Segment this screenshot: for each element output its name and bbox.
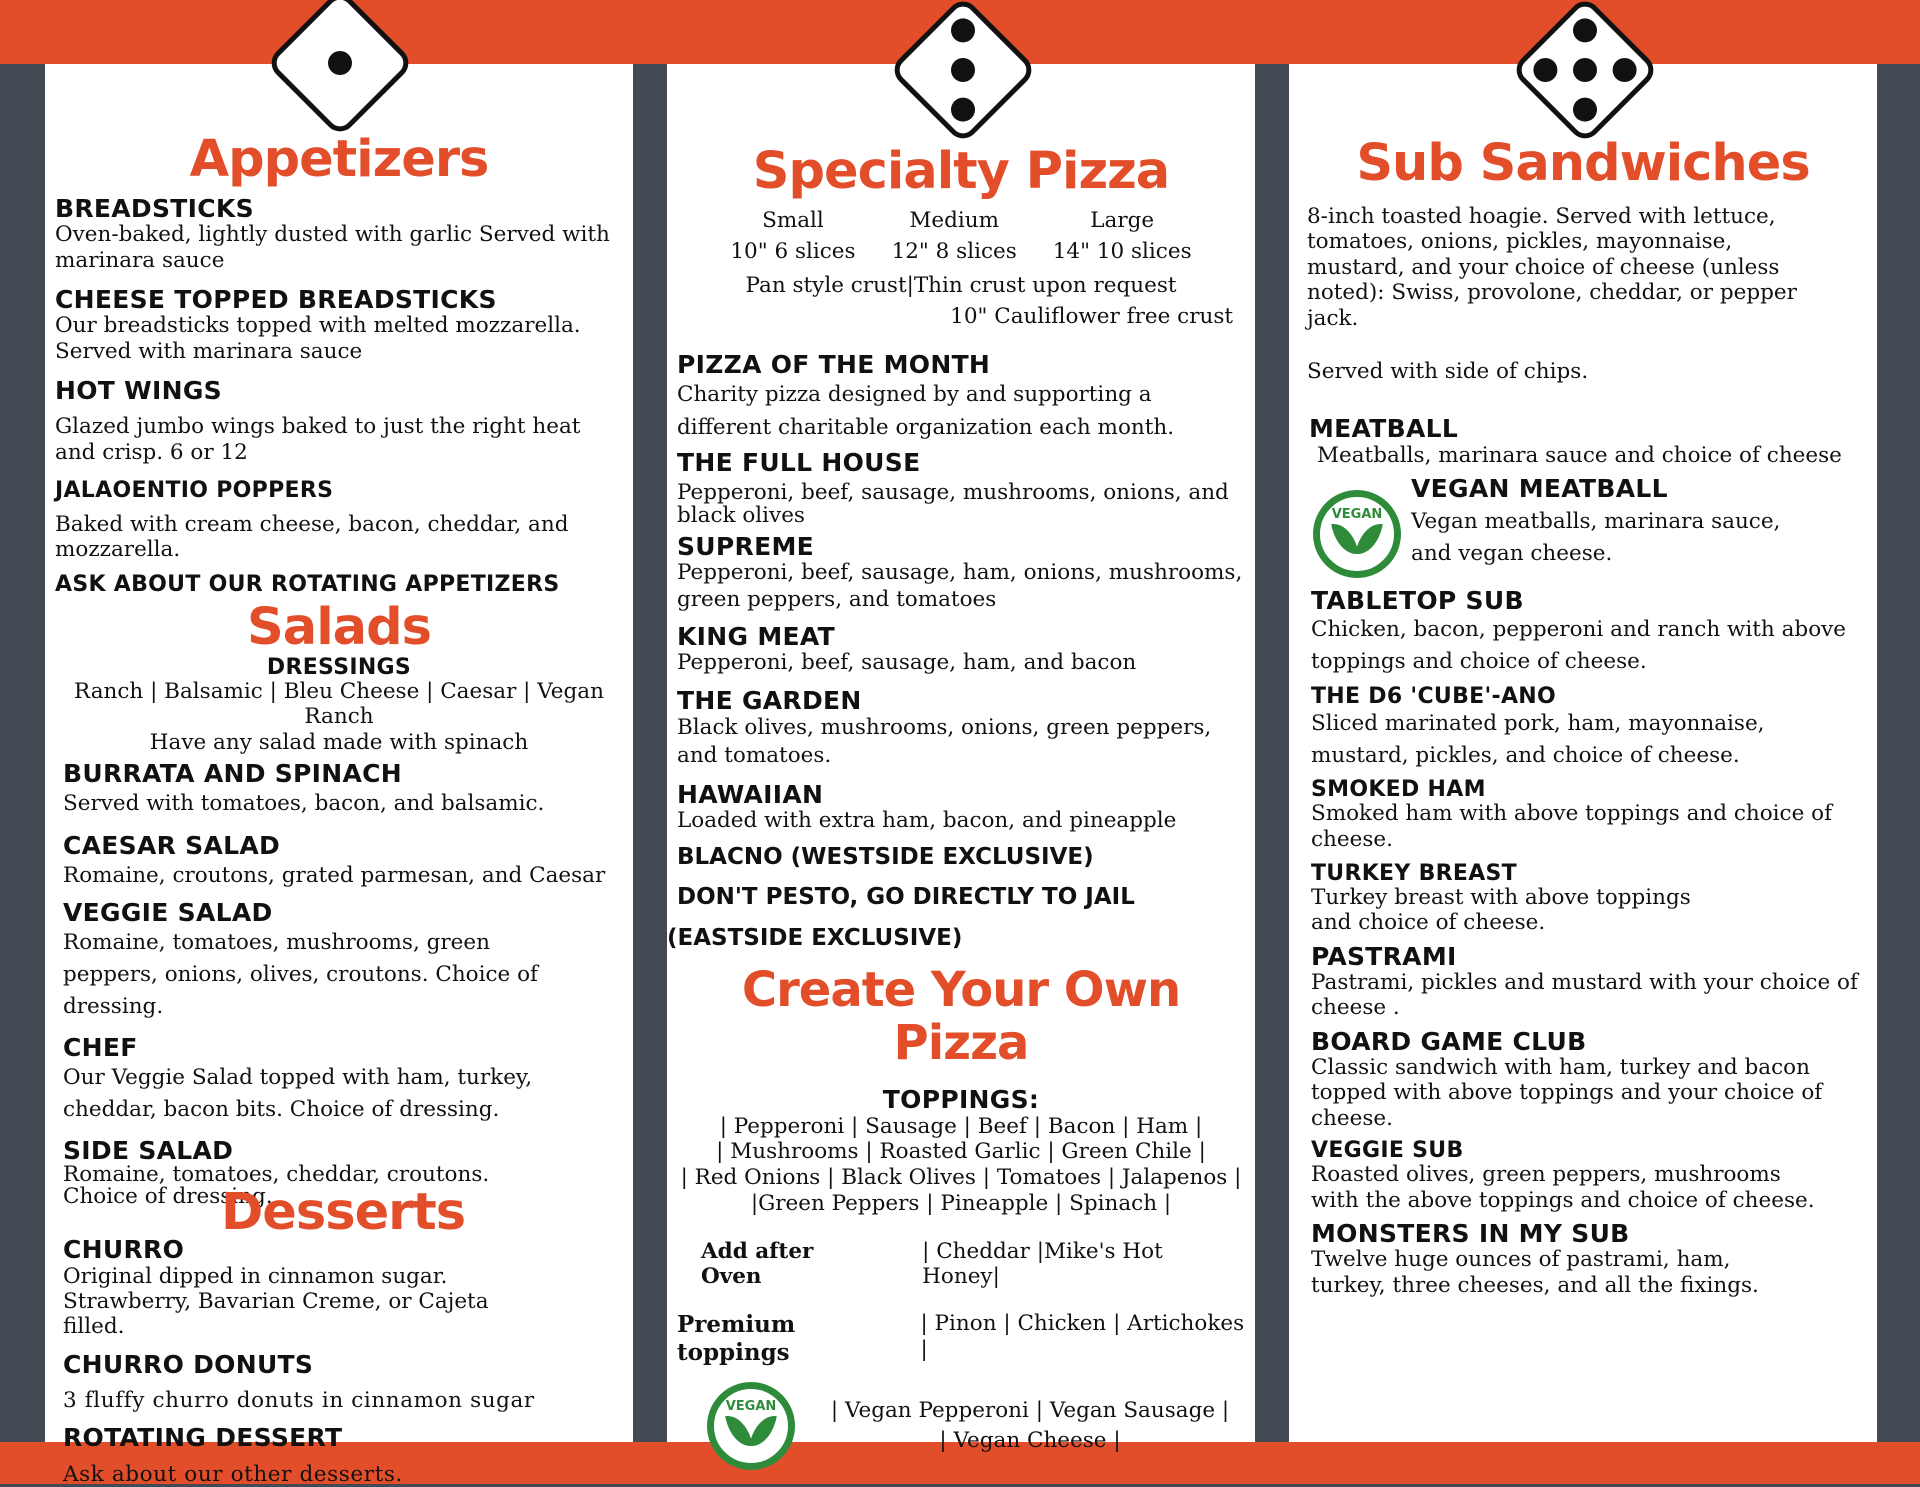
- item-desc: Romaine, croutons, grated parmesan, and Caesar: [63, 863, 606, 889]
- after-oven-label: Add after Oven: [701, 1238, 814, 1290]
- item-desc: Chicken, bacon, pepperoni and ranch with above toppings and choice of cheese.: [1311, 617, 1847, 675]
- vegan-meatball-row: [1299, 473, 1867, 578]
- size-label: Medium: [909, 208, 999, 234]
- menu-item: [55, 479, 623, 563]
- item-desc: Turkey breast with above toppings and choice of cheese.: [1311, 885, 1691, 936]
- leaf-icon: [1332, 522, 1382, 556]
- item-name: JALAOENTIO POPPERS: [55, 478, 334, 503]
- specialty-pizza-heading: Specialty Pizza: [752, 142, 1170, 201]
- item-name: THE GARDEN: [677, 685, 862, 715]
- item-name: CHEF: [63, 1033, 138, 1063]
- item-name: CAESAR SALAD: [63, 830, 281, 860]
- size-label: Small: [762, 208, 824, 234]
- item-name: SUPREME: [677, 531, 815, 561]
- toppings-line: | Pepperoni | Sausage | Beef | Bacon | Ham |: [719, 1113, 1203, 1139]
- menu-item: [63, 761, 623, 817]
- sub-sandwiches-heading: Sub Sandwiches: [1356, 134, 1810, 193]
- menu-item: [55, 378, 623, 465]
- item-desc: 3 fluffy churro donuts in cinnamon sugar: [63, 1388, 535, 1414]
- menu-item: [1311, 1218, 1867, 1298]
- size-label: Large: [1090, 208, 1155, 234]
- item-name: CHEESE TOPPED BREADSTICKS: [55, 285, 497, 315]
- item-desc: Classic sandwich with ham, turkey and bacon topped with above toppings and your choice of cheese.: [1311, 1055, 1823, 1131]
- pizza-extra: DON'T PESTO, GO DIRECTLY TO JAIL: [677, 884, 1135, 911]
- spinach-note: Have any salad made with spinach: [149, 729, 529, 755]
- item-name: TABLETOP SUB: [1311, 585, 1524, 615]
- after-oven-row: [677, 1239, 1245, 1290]
- item-name: PIZZA OF THE MONTH: [677, 349, 991, 379]
- item-desc: Loaded with extra ham, bacon, and pineapple: [677, 807, 1177, 833]
- menu-item: [63, 1237, 623, 1339]
- subs-intro: 8-inch toasted hoagie. Served with lettuce, tomatoes, onions, pickles, mayonnaise, mustard, and your choice of cheese (unless noted): Swiss, provolone, cheddar, or pepper jack.: [1307, 204, 1797, 331]
- item-desc: Ask about our other desserts.: [63, 1461, 403, 1487]
- premium-label: Premium toppings: [677, 1311, 796, 1366]
- item-desc: Vegan meatballs, marinara sauce, and vegan cheese.: [1411, 509, 1781, 567]
- item-desc: Pepperoni, beef, sausage, ham, onions, mushrooms, green peppers, and tomatoes: [677, 560, 1243, 613]
- menu-item: [1299, 416, 1867, 468]
- size-small: [730, 208, 855, 265]
- pizza-extra: (EASTSIDE EXCLUSIVE): [667, 924, 963, 951]
- item-desc: Glazed jumbo wings baked to just the right heat and crisp. 6 or 12: [55, 414, 581, 465]
- item-desc: Served with tomatoes, bacon, and balsamic.: [63, 791, 545, 817]
- item-desc: Our Veggie Salad topped with ham, turkey, cheddar, bacon bits. Choice of dressing.: [63, 1064, 533, 1122]
- item-name: VEGAN MEATBALL: [1411, 473, 1668, 503]
- item-desc: Charity pizza designed by and supporting a different charitable organization each month.: [677, 381, 1175, 441]
- menu-item: [1311, 1026, 1867, 1131]
- item-name: CHURRO DONUTS: [63, 1349, 314, 1379]
- item-name: BURRATA AND SPINACH: [63, 759, 403, 789]
- menu-item: [55, 196, 623, 273]
- size-detail: 12" 8 slices: [891, 239, 1017, 265]
- item-desc: Meatballs, marinara sauce and choice of cheese: [1317, 442, 1842, 468]
- pizza-extra: BLACNO (WESTSIDE EXCLUSIVE): [677, 844, 1094, 871]
- menu-item: [63, 1035, 623, 1126]
- item-name: BOARD GAME CLUB: [1311, 1026, 1587, 1056]
- item-name: TURKEY BREAST: [1311, 861, 1517, 887]
- desserts-heading: Desserts: [220, 1183, 466, 1243]
- item-desc: Romaine, tomatoes, mushrooms, green peppers, onions, olives, croutons. Choice of dressing.: [63, 929, 539, 1020]
- size-detail: 10" 6 slices: [730, 239, 856, 265]
- item-name: BREADSTICKS: [55, 194, 254, 224]
- menu-item: [63, 1425, 623, 1487]
- item-name: VEGGIE SALAD: [63, 898, 273, 928]
- item-name: HAWAIIAN: [677, 779, 824, 809]
- item-desc: Pepperoni, beef, sausage, ham, and bacon: [677, 650, 1137, 676]
- menu-item: [63, 1349, 623, 1414]
- item-name: THE FULL HOUSE: [677, 448, 921, 478]
- menu-item: [1311, 585, 1867, 679]
- premium-items: | Pinon | Chicken | Artichokes |: [920, 1311, 1245, 1362]
- menu-item: [1311, 778, 1867, 852]
- item-desc: Our breadsticks topped with melted mozzarella. Served with marinara sauce: [55, 313, 581, 364]
- dressings-label: DRESSINGS: [266, 655, 412, 680]
- item-name: KING MEAT: [677, 621, 835, 651]
- rotating-appetizers-note: ASK ABOUT OUR ROTATING APPETIZERS: [55, 571, 560, 597]
- toppings-line: | Red Onions | Black Olives | Tomatoes | Jalapenos |: [680, 1165, 1242, 1191]
- item-name: THE D6 'CUBE'-ANO: [1311, 683, 1556, 709]
- create-pizza-heading: Create Your Own Pizza: [741, 961, 1181, 1071]
- menu-item: [677, 621, 1245, 676]
- size-medium: [892, 208, 1017, 265]
- panel-appetizers: [45, 64, 633, 1487]
- item-desc: Romaine, tomatoes, cheddar, croutons. Choice of dressing.: [63, 1162, 490, 1209]
- item-desc: Oven-baked, lightly dusted with garlic Served with marinara sauce: [55, 222, 610, 273]
- menu-item: [63, 830, 623, 889]
- menu-item: [1311, 941, 1867, 1021]
- menu-item: [55, 287, 623, 364]
- after-oven-items: | Cheddar |Mike's Hot Honey|: [922, 1238, 1163, 1290]
- leaf-icon: [726, 1414, 776, 1448]
- panel-pizza: [667, 64, 1255, 1453]
- size-table: [677, 208, 1245, 265]
- item-desc: Sliced marinated pork, ham, mayonnaise, mustard, pickles, and choice of cheese.: [1311, 710, 1765, 768]
- chips-note: Served with side of chips.: [1307, 358, 1589, 384]
- item-desc: Smoked ham with above toppings and choice of cheese.: [1311, 801, 1833, 852]
- salads-heading: Salads: [247, 597, 431, 657]
- toppings-label: TOPPINGS:: [882, 1085, 1040, 1115]
- menu-item: [1311, 862, 1867, 936]
- size-detail: 14" 10 slices: [1052, 239, 1192, 265]
- vegan-toppings-line: | Vegan Pepperoni | Vegan Sausage |: [830, 1398, 1230, 1424]
- toppings-line: | Mushrooms | Roasted Garlic | Green Chile |: [716, 1139, 1206, 1165]
- item-name: HOT WINGS: [55, 376, 222, 406]
- panel-subs: [1289, 64, 1877, 1442]
- vegan-badge-icon: [1313, 490, 1401, 578]
- menu-item: [1311, 1139, 1867, 1213]
- dressings-list: Ranch | Balsamic | Bleu Cheese | Caesar | Vegan Ranch: [74, 679, 604, 730]
- item-name: SMOKED HAM: [1311, 777, 1486, 803]
- size-large: [1053, 208, 1192, 265]
- item-desc: Pepperoni, beef, sausage, mushrooms, onions, and black olives: [677, 479, 1229, 529]
- menu-item: [677, 531, 1245, 614]
- item-name: PASTRAMI: [1311, 941, 1457, 971]
- menu-item: [1311, 685, 1867, 773]
- item-desc: Roasted olives, green peppers, mushrooms with the above toppings and choice of cheese.: [1311, 1162, 1815, 1213]
- vegan-toppings: [815, 1398, 1245, 1453]
- item-desc: Pastrami, pickles and mustard with your choice of cheese .: [1311, 970, 1858, 1021]
- item-name: MONSTERS IN MY SUB: [1311, 1218, 1630, 1248]
- item-desc: Twelve huge ounces of pastrami, ham, turkey, three cheeses, and all the fixings.: [1311, 1247, 1759, 1298]
- item-name: SIDE SALAD: [63, 1136, 234, 1166]
- menu-item: [63, 900, 623, 1023]
- menu-item: [677, 450, 1245, 528]
- item-name: MEATBALL: [1309, 414, 1459, 444]
- item-name: CHURRO: [63, 1235, 185, 1265]
- vegan-badge-text: VEGAN: [725, 1399, 777, 1415]
- vegan-toppings-row: [677, 1382, 1245, 1470]
- item-name: ROTATING DESSERT: [63, 1423, 343, 1453]
- menu-item: [1411, 473, 1867, 578]
- toppings-line: |Green Peppers | Pineapple | Spinach |: [750, 1190, 1172, 1216]
- menu-item: [677, 685, 1245, 770]
- item-desc: Baked with cream cheese, bacon, cheddar, and mozzarella.: [55, 512, 569, 563]
- menu-item: [677, 779, 1245, 834]
- premium-row: [677, 1311, 1245, 1365]
- crust-note: Pan style crust|Thin crust upon request: [745, 272, 1177, 298]
- item-desc: Black olives, mushrooms, onions, green peppers, and tomatoes.: [677, 714, 1212, 768]
- menu-item: [677, 349, 1245, 445]
- item-desc: Original dipped in cinnamon sugar. Strawberry, Bavarian Creme, or Cajeta filled.: [63, 1263, 489, 1340]
- vegan-toppings-line: | Vegan Cheese |: [939, 1427, 1121, 1453]
- vegan-badge-icon: [707, 1382, 795, 1470]
- vegan-badge-text: VEGAN: [1331, 507, 1383, 523]
- item-name: VEGGIE SUB: [1311, 1138, 1464, 1164]
- appetizers-heading: Appetizers: [189, 130, 489, 189]
- cauliflower-note: 10" Cauliflower free crust: [950, 304, 1233, 330]
